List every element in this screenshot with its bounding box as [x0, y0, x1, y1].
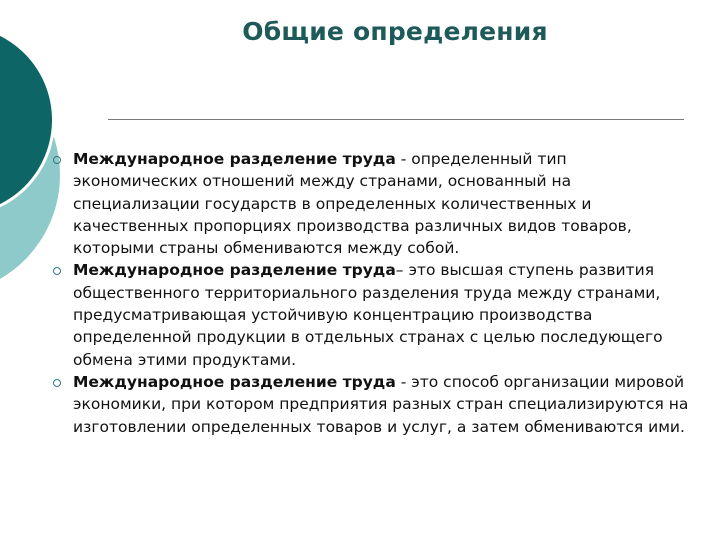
definition-text: – это высшая ступень развития общественного территориального разделения труда между странами, предусматривающая устойчивую концентрацию производства определенной продукции в отдельных странах с целью последующего обмена этими продуктами.	[73, 261, 663, 369]
definition-term: Международное разделение труда	[73, 150, 396, 168]
title-divider	[108, 119, 684, 120]
definition-item	[52, 259, 692, 370]
definition-item	[52, 148, 692, 259]
circle-bullet-icon	[53, 156, 61, 164]
definition-text: - определенный тип экономических отношений между странами, основанный на специализации государств в определенных количественных и качественных пропорциях производства различных видов товаров, которыми страны обмениваются между собой.	[73, 150, 632, 258]
definition-term: Международное разделение труда	[73, 261, 396, 280]
circle-bullet-icon	[53, 267, 61, 275]
definition-item	[52, 371, 692, 438]
circle-bullet-icon	[53, 379, 61, 387]
definition-text: - это способ организации мировой экономики, при котором предприятия разных стран специализируются на изготовлении определенных товаров и услуг, а затем обмениваются ими.	[73, 372, 689, 436]
slide-title: Общие определения	[242, 17, 548, 46]
definition-term: Международное разделение труда	[73, 372, 396, 391]
definition-list	[52, 148, 692, 438]
